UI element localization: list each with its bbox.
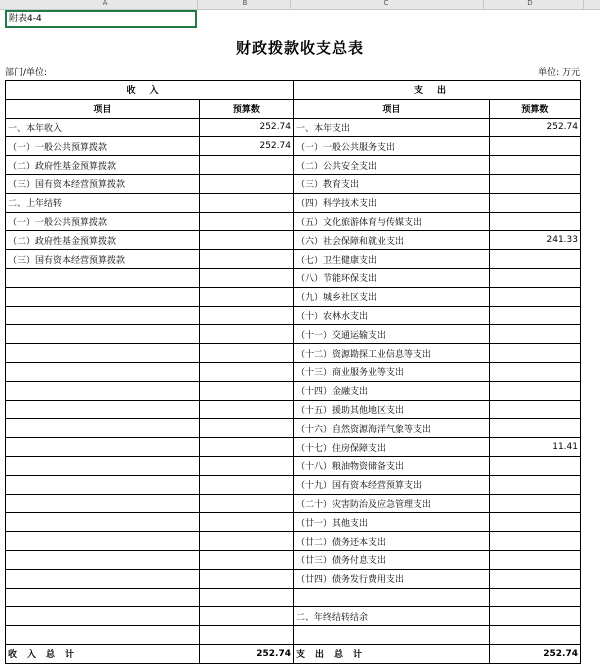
income-item-cell[interactable] [6, 626, 200, 645]
column-header-d[interactable]: D [527, 0, 533, 7]
income-item-cell[interactable] [6, 438, 200, 457]
income-item-cell[interactable] [6, 287, 200, 306]
total-income-value[interactable]: 252.74 [199, 644, 293, 663]
expense-value-cell[interactable] [489, 626, 580, 645]
income-value-cell[interactable] [199, 438, 293, 457]
table-row [6, 362, 581, 381]
budget-table [5, 80, 581, 664]
table-row [6, 438, 581, 457]
income-value-cell[interactable] [199, 494, 293, 513]
income-value-cell[interactable] [199, 400, 293, 419]
expense-budget-header[interactable]: 预算数 [489, 99, 580, 118]
expense-item-cell[interactable]: （十）农林水支出 [293, 306, 489, 325]
column-header-bar [0, 0, 600, 10]
income-value-cell[interactable] [199, 287, 293, 306]
table-row [6, 231, 581, 250]
table-row [6, 344, 581, 363]
expense-value-cell[interactable] [489, 475, 580, 494]
income-value-cell[interactable] [199, 419, 293, 438]
income-item-cell[interactable] [6, 494, 200, 513]
expense-item-cell[interactable]: （十二）资源勘探工业信息等支出 [293, 344, 489, 363]
expense-value-cell[interactable] [489, 400, 580, 419]
table-row [6, 193, 581, 212]
income-item-cell[interactable] [6, 475, 200, 494]
income-item-cell[interactable] [6, 362, 200, 381]
expense-value-cell[interactable] [489, 306, 580, 325]
selected-cell[interactable]: 附表4-4 [5, 10, 197, 28]
income-item-cell[interactable]: 二、上年结转 [6, 193, 200, 212]
income-item-cell[interactable]: 一、本年收入 [6, 118, 200, 137]
expense-item-cell[interactable]: （八）节能环保支出 [293, 268, 489, 287]
expense-item-cell[interactable]: （四）科学技术支出 [293, 193, 489, 212]
expense-value-cell[interactable] [489, 569, 580, 588]
income-item-cell[interactable]: （三）国有资本经营预算拨款 [6, 174, 200, 193]
total-expense-value[interactable]: 252.74 [489, 644, 580, 663]
expense-item-header[interactable]: 项目 [293, 99, 489, 118]
income-value-cell[interactable] [199, 607, 293, 626]
income-budget-header[interactable]: 预算数 [199, 99, 293, 118]
income-value-cell[interactable] [199, 212, 293, 231]
expense-item-cell[interactable]: 一、本年支出 [293, 118, 489, 137]
table-row [6, 550, 581, 569]
expense-value-cell[interactable] [489, 456, 580, 475]
income-item-cell[interactable] [6, 456, 200, 475]
income-item-cell[interactable]: （二）政府性基金预算拨款 [6, 156, 200, 175]
expense-value-cell[interactable] [489, 550, 580, 569]
expense-section-header[interactable]: 支出 [293, 81, 580, 100]
expense-value-cell[interactable] [489, 250, 580, 269]
column-header-b[interactable]: B [242, 0, 248, 7]
expense-item-cell[interactable]: （十六）自然资源海洋气象等支出 [293, 419, 489, 438]
income-item-cell[interactable] [6, 569, 200, 588]
table-row [6, 456, 581, 475]
income-value-cell[interactable]: 252.74 [199, 137, 293, 156]
expense-value-cell[interactable] [489, 419, 580, 438]
income-item-cell[interactable] [6, 607, 200, 626]
expense-item-cell[interactable]: （三）教育支出 [293, 174, 489, 193]
expense-value-cell[interactable] [489, 174, 580, 193]
table-row [6, 268, 581, 287]
income-value-cell[interactable] [199, 626, 293, 645]
income-value-cell[interactable] [199, 513, 293, 532]
income-item-cell[interactable] [6, 344, 200, 363]
expense-item-cell[interactable]: （十三）商业服务业等支出 [293, 362, 489, 381]
income-value-cell[interactable] [199, 362, 293, 381]
income-value-cell[interactable] [199, 268, 293, 287]
expense-item-cell[interactable]: （十七）住房保障支出 [293, 438, 489, 457]
income-item-cell[interactable]: （二）政府性基金预算拨款 [6, 231, 200, 250]
table-row [6, 381, 581, 400]
expense-item-cell[interactable]: （六）社会保障和就业支出 [293, 231, 489, 250]
table-row [6, 156, 581, 175]
income-item-cell[interactable] [6, 419, 200, 438]
expense-item-cell[interactable]: （七）卫生健康支出 [293, 250, 489, 269]
total-expense-label[interactable]: 支出总计 [293, 644, 489, 663]
expense-value-cell[interactable] [489, 212, 580, 231]
income-value-cell[interactable] [199, 250, 293, 269]
expense-value-cell[interactable] [489, 156, 580, 175]
income-item-cell[interactable] [6, 513, 200, 532]
income-value-cell[interactable] [199, 550, 293, 569]
expense-item-cell[interactable]: （二十）灾害防治及应急管理支出 [293, 494, 489, 513]
table-row [6, 250, 581, 269]
expense-item-cell[interactable]: （廿二）债务还本支出 [293, 532, 489, 551]
income-item-cell[interactable] [6, 400, 200, 419]
column-header-c[interactable]: C [383, 0, 389, 7]
expense-value-cell[interactable] [489, 362, 580, 381]
unit-label: 单位: 万元 [538, 68, 580, 78]
expense-value-cell[interactable] [489, 325, 580, 344]
expense-item-cell[interactable]: （十八）粮油物资储备支出 [293, 456, 489, 475]
income-value-cell[interactable] [199, 156, 293, 175]
income-value-cell[interactable] [199, 174, 293, 193]
dept-label: 部门/单位: [5, 68, 48, 78]
expense-value-cell[interactable] [489, 193, 580, 212]
income-value-cell[interactable] [199, 344, 293, 363]
income-item-cell[interactable]: （一）一般公共预算拨款 [6, 137, 200, 156]
table-row [6, 212, 581, 231]
income-item-cell[interactable] [6, 588, 200, 607]
income-item-header[interactable]: 项目 [6, 99, 200, 118]
income-value-cell[interactable] [199, 381, 293, 400]
income-item-cell[interactable]: （一）一般公共预算拨款 [6, 212, 200, 231]
table-row [6, 513, 581, 532]
expense-value-cell[interactable]: 11.41 [489, 438, 580, 457]
table-row [6, 419, 581, 438]
expense-value-cell[interactable] [489, 344, 580, 363]
income-value-cell[interactable] [199, 231, 293, 250]
income-item-cell[interactable]: （三）国有资本经营预算拨款 [6, 250, 200, 269]
expense-item-cell[interactable]: （廿一）其他支出 [293, 513, 489, 532]
income-value-cell[interactable] [199, 532, 293, 551]
expense-item-cell[interactable]: （十九）国有资本经营预算支出 [293, 475, 489, 494]
expense-item-cell[interactable]: （十一）交通运输支出 [293, 325, 489, 344]
table-row [6, 287, 581, 306]
income-item-cell[interactable] [6, 532, 200, 551]
expense-value-cell[interactable] [489, 287, 580, 306]
income-value-cell[interactable] [199, 456, 293, 475]
income-item-cell[interactable] [6, 268, 200, 287]
income-item-cell[interactable] [6, 306, 200, 325]
table-row [6, 174, 581, 193]
expense-value-cell[interactable] [489, 381, 580, 400]
table-row [6, 569, 581, 588]
income-value-cell[interactable] [199, 306, 293, 325]
income-item-cell[interactable] [6, 325, 200, 344]
report-title: 财政拨款收支总表 [235, 39, 364, 57]
table-row [6, 306, 581, 325]
table-row [6, 475, 581, 494]
total-income-label[interactable]: 收入总计 [6, 644, 200, 663]
income-value-cell[interactable] [199, 325, 293, 344]
expense-item-cell[interactable]: （廿四）债务发行费用支出 [293, 569, 489, 588]
table-row [6, 137, 581, 156]
table-row [6, 532, 581, 551]
table-row [6, 494, 581, 513]
table-row [6, 588, 581, 607]
table-row [6, 400, 581, 419]
expense-item-cell[interactable]: （五）文化旅游体育与传媒支出 [293, 212, 489, 231]
expense-item-cell[interactable]: （一）一般公共服务支出 [293, 137, 489, 156]
expense-value-cell[interactable] [489, 607, 580, 626]
expense-item-cell[interactable] [293, 588, 489, 607]
expense-value-cell[interactable]: 241.33 [489, 231, 580, 250]
expense-value-cell[interactable] [489, 588, 580, 607]
expense-item-cell[interactable]: 二、年终结转结余 [293, 607, 489, 626]
table-row [6, 325, 581, 344]
expense-item-cell[interactable]: （十四）金融支出 [293, 381, 489, 400]
expense-value-cell[interactable] [489, 513, 580, 532]
income-section-header[interactable]: 收入 [6, 81, 294, 100]
expense-value-cell[interactable] [489, 137, 580, 156]
table-row [6, 118, 581, 137]
expense-value-cell[interactable] [489, 532, 580, 551]
table-row [6, 626, 581, 645]
income-value-cell[interactable] [199, 569, 293, 588]
expense-item-cell[interactable] [293, 626, 489, 645]
column-header-a[interactable]: A [102, 0, 108, 7]
expense-value-cell[interactable] [489, 268, 580, 287]
income-value-cell[interactable] [199, 588, 293, 607]
expense-value-cell[interactable] [489, 494, 580, 513]
expense-value-cell[interactable]: 252.74 [489, 118, 580, 137]
income-value-cell[interactable] [199, 475, 293, 494]
income-item-cell[interactable] [6, 381, 200, 400]
income-value-cell[interactable]: 252.74 [199, 118, 293, 137]
table-row [6, 607, 581, 626]
expense-item-cell[interactable]: （十五）援助其他地区支出 [293, 400, 489, 419]
income-value-cell[interactable] [199, 193, 293, 212]
income-item-cell[interactable] [6, 550, 200, 569]
expense-item-cell[interactable]: （九）城乡社区支出 [293, 287, 489, 306]
expense-item-cell[interactable]: （二）公共安全支出 [293, 156, 489, 175]
expense-item-cell[interactable]: （廿三）债务付息支出 [293, 550, 489, 569]
